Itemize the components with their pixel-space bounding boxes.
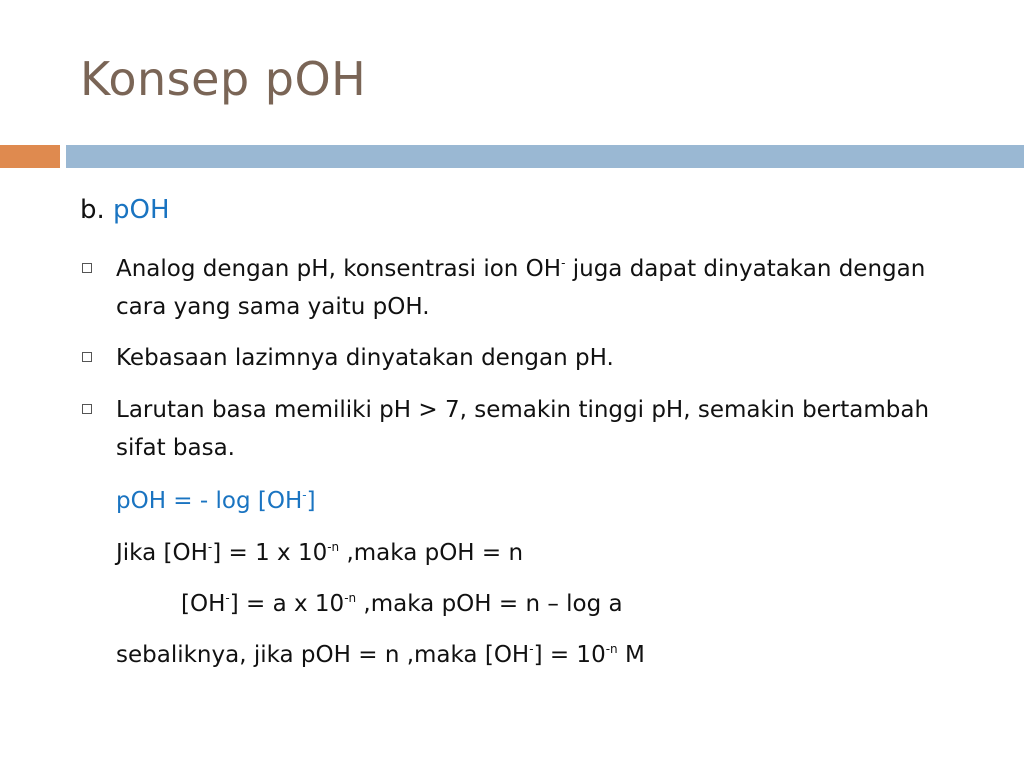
formula-poh — [116, 486, 316, 516]
bullet-item — [80, 339, 940, 377]
formula-part: [OH — [181, 591, 226, 617]
formula-part: ] = a x 10 — [229, 591, 345, 617]
bullet-item — [80, 250, 940, 326]
slide-title: Konsep pOH — [80, 52, 367, 106]
formula-part: M — [617, 642, 645, 668]
square-bullet-icon — [82, 263, 92, 273]
formula-case-1 — [116, 538, 523, 568]
bullet-text: Larutan basa memiliki pH > 7, semakin tinggi pH, semakin bertambah sifat basa. — [116, 397, 930, 461]
formula-part: pOH = - log [OH — [116, 488, 303, 514]
bullet-item — [80, 391, 940, 467]
superscript: - — [207, 540, 213, 554]
bullet-text-part: Analog dengan pH, konsentrasi ion OH — [116, 256, 562, 282]
accent-bar-blue — [66, 145, 1024, 168]
accent-bar-orange — [0, 145, 60, 168]
superscript: -n — [344, 591, 357, 605]
bullet-text — [116, 250, 940, 326]
formula-case-2 — [181, 589, 623, 619]
formula-part: ] = 1 x 10 — [212, 540, 328, 566]
superscript: - — [529, 642, 534, 656]
section-heading — [80, 195, 170, 225]
bullet-text: Kebasaan lazimnya dinyatakan dengan pH. — [116, 345, 614, 371]
section-prefix: b. — [80, 195, 114, 225]
superscript: -n — [605, 642, 618, 656]
formula-part: ,maka pOH = n – log a — [356, 591, 623, 617]
superscript: - — [561, 256, 566, 270]
formula-inverse — [116, 640, 645, 670]
formula-part: ,maka pOH = n — [339, 540, 524, 566]
section-accent: pOH — [113, 195, 170, 225]
formula-part: ] — [306, 488, 316, 514]
formula-part: ] = 10 — [533, 642, 606, 668]
superscript: - — [225, 591, 230, 605]
square-bullet-icon — [82, 404, 92, 414]
formula-part: Jika [OH — [116, 540, 208, 566]
bullet-text-part: juga dapat dinyatakan dengan cara yang sama yaitu pOH. — [116, 256, 926, 320]
square-bullet-icon — [82, 352, 92, 362]
formula-part: sebaliknya, jika pOH = n ,maka [OH — [116, 642, 530, 668]
superscript: -n — [327, 540, 340, 554]
superscript: - — [302, 488, 307, 502]
